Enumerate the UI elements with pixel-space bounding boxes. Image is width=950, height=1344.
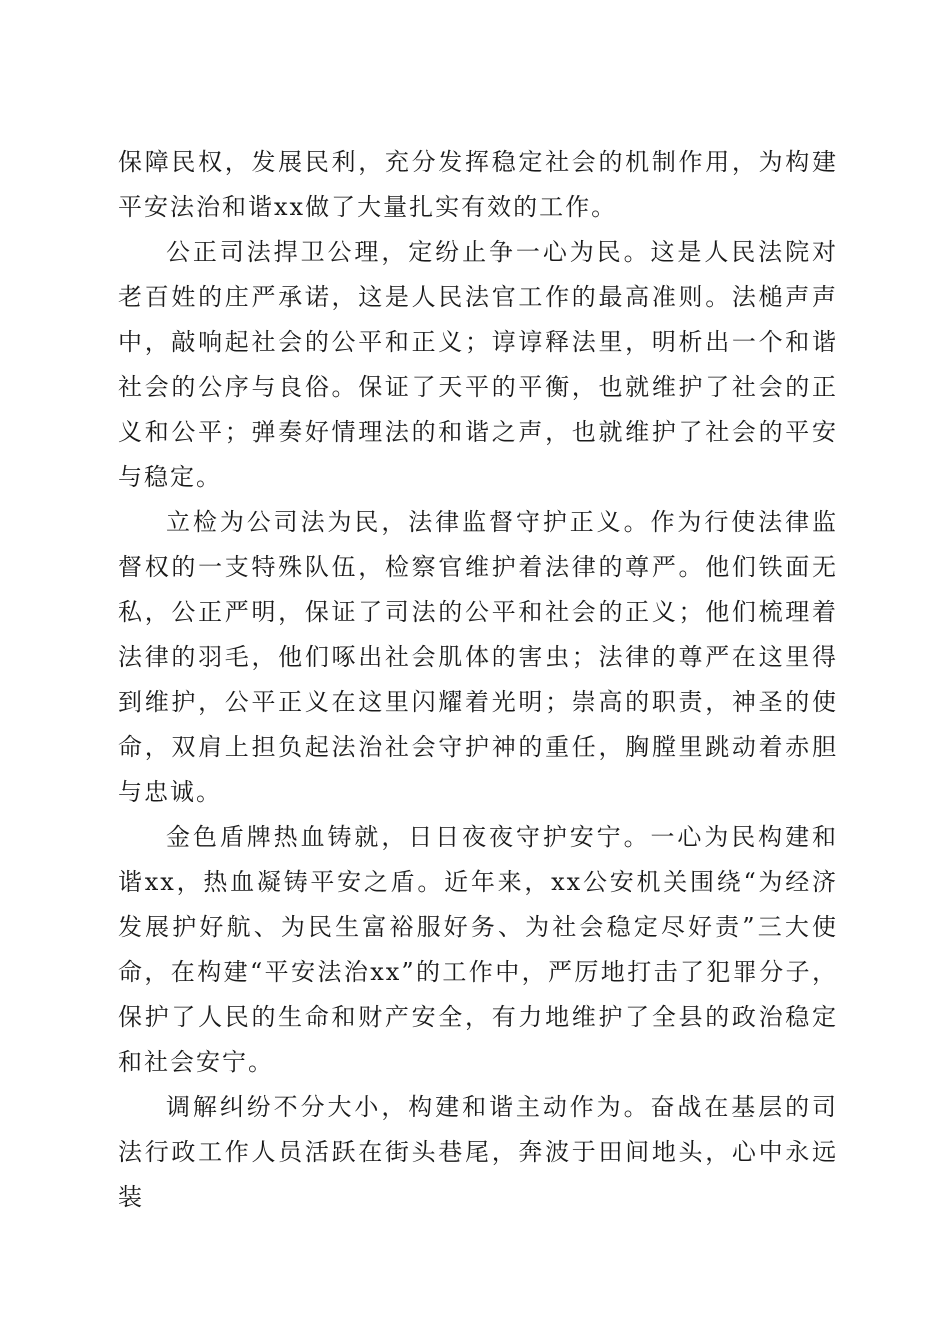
paragraph-continuation: 保障民权，发展民利，充分发挥稳定社会的机制作用，为构建平安法治和谐xx做了大量扎实有效的工作。 — [118, 148, 838, 221]
paragraph-mediation: 调解纠纷不分大小，构建和谐主动作为。奋战在基层的司法行政工作人员活跃在街头巷尾，奔波于田间地头，心中永远装 — [118, 1093, 838, 1211]
paragraph-court: 公正司法捍卫公理，定纷止争一心为民。这是人民法院对老百姓的庄严承诺，这是人民法官工作的最高准则。法槌声声中，敲响起社会的公平和正义；谆谆释法里，明析出一个和谐社会的公序与良俗。保证了天平的平衡，也就维护了社会的正义和公平；弹奏好情理法的和谐之声，也就维护了社会的平安与稳定。 — [118, 238, 838, 491]
paragraph-procuratorate: 立检为公司法为民，法律监督守护正义。作为行使法律监督权的一支特殊队伍，检察官维护着法律的尊严。他们铁面无私，公正严明，保证了司法的公平和社会的正义；他们梳理着法律的羽毛，他们啄出社会肌体的害虫；法律的尊严在这里得到维护，公平正义在这里闪耀着光明；崇高的职责，神圣的使命，双肩上担负起法治社会守护神的重任，胸膛里跳动着赤胆与忠诚。 — [118, 508, 838, 806]
document-body — [118, 140, 838, 1220]
paragraph-police: 金色盾牌热血铸就，日日夜夜守护安宁。一心为民构建和谐xx，热血凝铸平安之盾。近年来，xx公安机关围绕“为经济发展护好航、为民生富裕服好务、为社会稳定尽好责”三大使命，在构建“平安法治xx”的工作中，严厉地打击了犯罪分子，保护了人民的生命和财产安全，有力地维护了全县的政治稳定和社会安宁。 — [118, 823, 838, 1076]
